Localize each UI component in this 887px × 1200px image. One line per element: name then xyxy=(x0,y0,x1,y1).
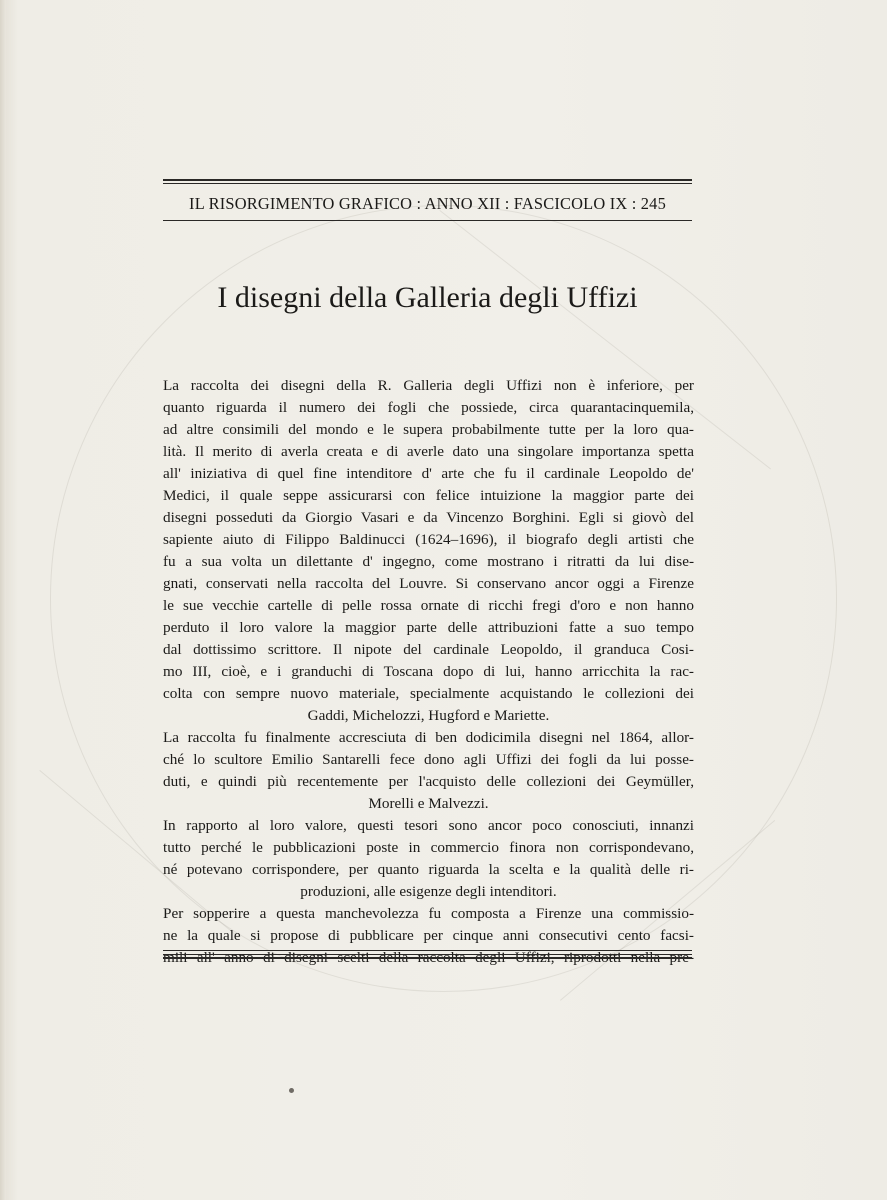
body-line: mili all' anno di disegni scelti della raccolta degli Uffizi, riprodotti nella pre- xyxy=(163,949,694,966)
body-line: ad altre consimili del mondo e le supera probabilmente tutte per la loro qua- xyxy=(163,421,694,438)
running-head-underline xyxy=(163,220,692,221)
body-line: disegni posseduti da Giorgio Vasari e da Vincenzo Borghini. Egli si giovò del xyxy=(163,509,694,526)
body-line: La raccolta dei disegni della R. Galleria degli Uffizi non è inferiore, per xyxy=(163,377,694,394)
body-line: ne la quale si propose di pubblicare per cinque anni consecutivi cento facsi- xyxy=(163,927,694,944)
body-line: Per sopperire a questa manchevolezza fu composta a Firenze una commissio- xyxy=(163,905,694,922)
body-line: tutto perché le pubblicazioni poste in commercio finora non corrispondevano, xyxy=(163,839,694,856)
body-line: gnati, conservati nella raccolta del Louvre. Si conservano ancor oggi a Firenze xyxy=(163,575,694,592)
body-line: ché lo scultore Emilio Santarelli fece dono agli Uffizi dei fogli da lui posse- xyxy=(163,751,694,768)
body-line: lità. Il merito di averla creata e di averle dato una singolare importanza spetta xyxy=(163,443,694,460)
body-line: Morelli e Malvezzi. xyxy=(368,795,489,812)
running-head: IL RISORGIMENTO GRAFICO : ANNO XII : FASCICOLO IX : 245 xyxy=(189,194,666,213)
bottom-triple-rule xyxy=(163,950,692,959)
running-head-block xyxy=(163,179,692,221)
body-line: mo III, cioè, e i granduchi di Toscana dopo di lui, hanno arricchita la rac- xyxy=(163,663,694,680)
article-title: I disegni della Galleria degli Uffizi xyxy=(217,281,638,314)
body-line: colta con sempre nuovo materiale, specialmente acquistando le collezioni dei xyxy=(163,685,694,702)
body-line: perduto il loro valore la maggior parte delle attribuzioni fatte a suo tempo xyxy=(163,619,694,636)
ink-speck xyxy=(289,1088,294,1093)
page-edge xyxy=(0,0,6,1200)
article-body xyxy=(163,375,694,969)
body-line: produzioni, alle esigenze degli intenditori. xyxy=(300,883,557,900)
body-line: né potevano corrispondere, per quanto riguarda la scelta e la qualità delle ri- xyxy=(163,861,694,878)
body-line: fu a sua volta un dilettante d' ingegno, come mostrano i ritratti da lui dise- xyxy=(163,553,694,570)
body-line: Medici, il quale seppe assicurarsi con felice intuizione la maggior parte dei xyxy=(163,487,694,504)
body-line: Gaddi, Michelozzi, Hugford e Mariette. xyxy=(307,707,550,724)
body-line: duti, e quindi più recentemente per l'acquisto delle collezioni dei Geymüller, xyxy=(163,773,694,790)
body-line: In rapporto al loro valore, questi tesori sono ancor poco conosciuti, innanzi xyxy=(163,817,694,834)
body-line: sapiente aiuto di Filippo Baldinucci (1624–1696), il biografo degli artisti che xyxy=(163,531,694,548)
body-line: le sue vecchie cartelle di pelle rossa ornate di ricchi fregi d'oro e non hanno xyxy=(163,597,694,614)
body-line: La raccolta fu finalmente accresciuta di ben dodicimila disegni nel 1864, allor- xyxy=(163,729,694,746)
body-line: quanto riguarda il numero dei fogli che possiede, circa quarantacinquemila, xyxy=(163,399,694,416)
body-line: all' iniziativa di quel fine intenditore d' arte che fu il cardinale Leopoldo de' xyxy=(163,465,694,482)
body-line: dal dottissimo scrittore. Il nipote del cardinale Leopoldo, il granduca Cosi- xyxy=(163,641,694,658)
